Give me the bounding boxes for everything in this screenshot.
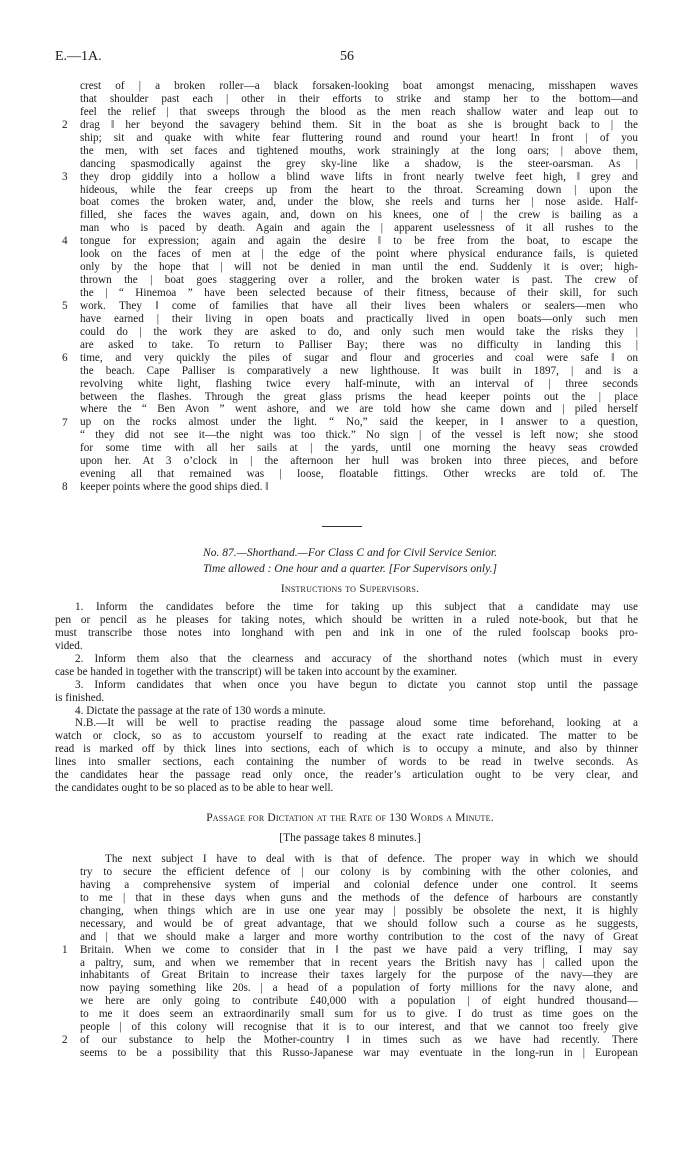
- text-line: and | that we should make a larger and more worthy contribution to the cost of the navy of Great: [80, 930, 638, 943]
- text-line: boat comes the broken water, and, under the blow, she reels and turns her | nose aside. Half-: [80, 196, 638, 209]
- text-line: could do | the work they are asked to do, and only such men would take the risks they |: [80, 325, 638, 338]
- text-line: thrown the | boat goes staggering over a roller, and the broken water is past. The crew of: [80, 274, 638, 287]
- text-line: work. They ‖ come of families that have all their lives been whalers or sealers—men who: [80, 299, 638, 312]
- text-line: for some time with all her sails at | the yards, until one morning the heavy seas crowded: [80, 442, 638, 455]
- section-divider: [322, 526, 362, 527]
- text-line: where the “ Ben Avon ” went ashore, and we are told how she came down and | piled herself: [80, 403, 638, 416]
- text-line: filled, she faces the waves again, and, down on his knees, one of | the crew is bailing as a: [80, 209, 638, 222]
- passage-one: [80, 80, 638, 494]
- text-line: revolving white light, flashing twice every half-minute, with an interval of | three seconds: [80, 377, 638, 390]
- instruction-line: is finished.: [55, 691, 105, 704]
- instruction-line: N.B.—It will be well to practise reading the passage aloud some time beforehand, looking at a: [75, 717, 638, 730]
- text-line: we here are only going to contribute £40,000 with a population | of eight hundred thousand—: [80, 995, 638, 1008]
- text-line: only by the hope that | will not be denied in man until the end. Suddenly it is over; high-: [80, 261, 638, 274]
- text-line: have earned | their living in open boats and practically lived in open boats—only such men: [80, 312, 638, 325]
- instruction-line: the candidates hear the passage read only once, the reader’s articulation ought to be very clear, and: [55, 769, 638, 782]
- exam-time: Time allowed : One hour and a quarter. [For Supervisors only.]: [203, 563, 497, 575]
- text-line: a paltry, sum, and when we remember that in recent years the British navy has | called upon the: [80, 956, 638, 969]
- text-line: changing, when things which are in use one year may | possibly be obsolete the next, it is highly: [80, 904, 638, 917]
- text-line: look on the faces of men at | the edge of the point where physical endurance fails, is quieted: [80, 248, 638, 261]
- text-line: the | “ Hinemoa ” have been selected because of their fitness, because of their skill, for such: [80, 287, 638, 299]
- section-marker: 4: [62, 235, 68, 248]
- text-line: now paying something like 20s. | a head of a population of forty millions for the navy alone, and: [80, 982, 638, 995]
- section-marker: 2: [62, 1034, 68, 1047]
- text-line: to me | that in these days when guns and the methods of the defence of harbours are constantly: [80, 891, 638, 904]
- instructions-list: [55, 601, 638, 795]
- instruction-line: 4. Dictate the passage at the rate of 130 words a minute.: [75, 704, 326, 717]
- instruction-line: read is marked off by thick lines into sections, each of which is to occupy a minute, and also by thinner: [55, 743, 638, 756]
- instruction-line: must transcribe those notes into longhand with pen and ink in one of the ruled foolscap books pro-: [55, 626, 638, 639]
- text-line: Britain. When we come to consider that in ‖ the past we have paid a very trifling, I may say: [80, 943, 638, 956]
- passage-heading: Passage for Dictation at the Rate of 130 Words a Minute.: [206, 812, 494, 824]
- text-line: “ they did not see it—the night was too thick.” No sign | of the vessel is left now; she stood: [80, 429, 638, 442]
- instruction-line: 2. Inform them also that the clearness and accuracy of the shorthand notes (which must in every: [75, 652, 638, 665]
- text-line: necessary, and would be of great advantage, that we should follow such a course as he suggests,: [80, 917, 638, 930]
- text-line: people | of this colony will recognise that it is to our interest, and that we cannot too freely give: [80, 1021, 638, 1034]
- text-line: the beach. Cape Palliser is comparatively a new lighthouse. It was built in 1897, | and is a: [80, 364, 638, 377]
- text-line: upon her. At 3 o’clock in | the afternoon her hull was broken into three pieces, and before: [80, 455, 638, 468]
- text-line: having a comprehensive system of imperial and colonial defence under one control. It seems: [80, 878, 638, 891]
- text-line: of our substance to help the Mother-country ‖ in times such as we have had recently. There: [80, 1034, 638, 1047]
- text-line: the men, with set faces and tightened mouths, work strainingly at the long oars; | above them,: [80, 144, 638, 157]
- instruction-line: 1. Inform the candidates before the time for taking up this subject that a candidate may use: [75, 601, 638, 613]
- text-line: feel the relief | that sweeps through the blood as the men reach shallow water and leap out to: [80, 105, 638, 118]
- instruction-line: vided.: [55, 639, 83, 652]
- text-line: tongue for expression; again and again the desire ‖ to be free from the boat, to escape the: [80, 235, 638, 248]
- text-line: time, and very quickly the piles of sugar and flour and groceries and coal were safe ‖ on: [80, 351, 638, 364]
- passage-two: [80, 853, 638, 1060]
- text-line: dancing spasmodically against the grey sky-line like a shadow, is the steer-oarsman. As |: [80, 157, 638, 170]
- text-line: seems to be a possibility that this Russo-Japanese war may eventuate in the long-run in | European: [80, 1047, 638, 1060]
- text-line: crest of | a broken roller—a black forsaken-looking boat amongst menacing, misshapen waves: [80, 80, 638, 92]
- text-line: try to secure the efficient defence of | our colony is by combining with the other colonies, and: [80, 865, 638, 878]
- text-line: hideous, while the fear creeps up from the heart to the throat. Screaming down | upon the: [80, 183, 638, 196]
- text-line: evening all that remained was | loose, floatable fittings. Other wrecks are told of. The: [80, 468, 638, 481]
- text-line: inhabitants of Great Britain to increase their taxes largely for the purpose of the navy—they are: [80, 969, 638, 982]
- text-line: between the flashes. Through the great glass prisms the head keeper points out the | place: [80, 390, 638, 403]
- instruction-line: lines into smaller sections, each containing the number of words to be read in twelve seconds. As: [55, 756, 638, 769]
- text-line: keeper points where the good ships died. ‖: [80, 481, 269, 494]
- text-line: they drop giddily into a hollow a blind wave lifts in front nearly twelve feet high, ‖ grey and: [80, 170, 638, 183]
- text-line: drag ‖ her beyond the savagery behind them. Sit in the boat as she is brought back to | the: [80, 118, 638, 131]
- text-line: are asked to take. To return to Palliser Bay; there was no difficulty in landing this |: [80, 338, 638, 351]
- section-marker: 7: [62, 416, 68, 429]
- text-line: The next subject I have to deal with is that of defence. The proper way in which we should: [105, 853, 638, 865]
- section-marker: 1: [62, 943, 68, 956]
- instruction-line: the candidates ought to be so placed as to be able to hear well.: [55, 782, 334, 795]
- instruction-line: pen or pencil as he pleases for taking notes, which should be written in a ruled note-book, but that he: [55, 613, 638, 626]
- page-number: 56: [340, 49, 354, 64]
- exam-title: No. 87.—Shorthand.—For Class C and for Civil Service Senior.: [203, 547, 497, 559]
- section-marker: 5: [62, 300, 68, 313]
- instruction-line: case be handed in together with the transcript) will be taken into account by the examiner.: [55, 665, 457, 678]
- section-marker: 3: [62, 170, 68, 183]
- text-line: ship; sit and quake with white fear fluttering round and round your heart! In front | of you: [80, 131, 638, 144]
- document-reference: E.—1A.: [55, 49, 102, 64]
- instructions-heading: Instructions to Supervisors.: [280, 583, 420, 595]
- text-line: to me it does seem an extraordinarily small sum for us to give. I do trust as time goes on the: [80, 1008, 638, 1021]
- section-marker: 8: [62, 481, 68, 494]
- text-line: that shoulder past each | other in their efforts to strike and stamp her to the bottom—and: [80, 92, 638, 105]
- section-marker: 2: [62, 118, 68, 131]
- instruction-line: watch or clock, so as to accustom yourself to reading at the exact rate indicated. The matter to be: [55, 730, 638, 743]
- text-line: man who is paced by death. Again and again the | apparent uselessness of it all rushes to the: [80, 222, 638, 235]
- instruction-line: 3. Inform candidates that when once you have begun to dictate you cannot stop until the passage: [75, 678, 638, 691]
- text-line: up on the rocks almost under the light. “ No,” said the keeper, in ‖ answer to a question,: [80, 416, 638, 429]
- section-marker: 6: [62, 351, 68, 364]
- passage-duration: [The passage takes 8 minutes.]: [279, 832, 421, 844]
